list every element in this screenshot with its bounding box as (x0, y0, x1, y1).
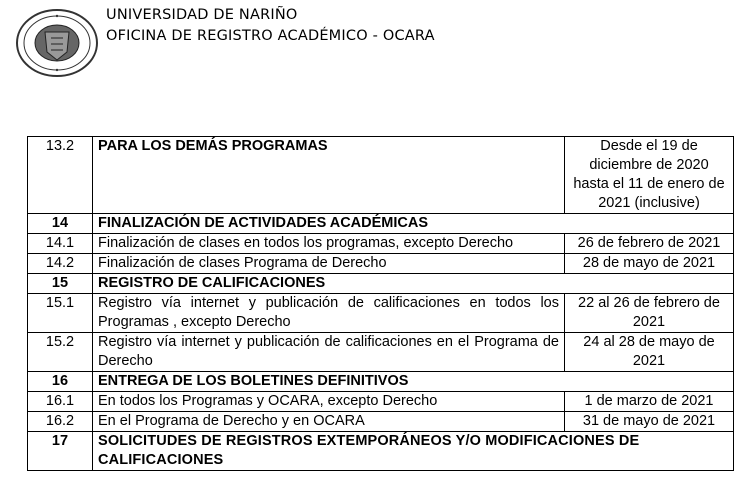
item-number: 16.2 (28, 412, 93, 432)
section-number: 16 (28, 372, 93, 392)
table-row (28, 333, 734, 372)
section-title: FINALIZACIÓN DE ACTIVIDADES ACADÉMICAS (93, 214, 734, 234)
item-number: 15.2 (28, 333, 93, 372)
table-row (28, 294, 734, 333)
item-description (93, 137, 565, 214)
item-description: Finalización de clases Programa de Derecho (93, 254, 565, 274)
section-number: 17 (28, 432, 93, 471)
table-row (28, 392, 734, 412)
academic-calendar-table (27, 136, 734, 471)
item-date: 1 de marzo de 2021 (565, 392, 734, 412)
item-number: 16.1 (28, 392, 93, 412)
item-date: 26 de febrero de 2021 (565, 234, 734, 254)
item-date: 22 al 26 de febrero de 2021 (565, 294, 734, 333)
item-number: 14.2 (28, 254, 93, 274)
item-description: En todos los Programas y OCARA, excepto Derecho (93, 392, 565, 412)
table-row (28, 254, 734, 274)
item-description: En el Programa de Derecho y en OCARA (93, 412, 565, 432)
section-number: 14 (28, 214, 93, 234)
section-title: ENTREGA DE LOS BOLETINES DEFINITIVOS (93, 372, 734, 392)
item-description-text: PARA LOS DEMÁS PROGRAMAS (98, 138, 328, 154)
item-date: 24 al 28 de mayo de 2021 (565, 333, 734, 372)
office-name: OFICINA DE REGISTRO ACADÉMICO - OCARA (106, 28, 435, 44)
section-row (28, 214, 734, 234)
university-name: UNIVERSIDAD DE NARIÑO (106, 7, 298, 23)
item-number: 15.1 (28, 294, 93, 333)
item-number: 13.2 (28, 137, 93, 214)
university-seal-logo (15, 8, 99, 78)
section-title: REGISTRO DE CALIFICACIONES (93, 274, 734, 294)
section-number: 15 (28, 274, 93, 294)
table-row (28, 412, 734, 432)
item-description: Registro vía internet y publicación de calificaciones en el Programa de Derecho (93, 333, 565, 372)
item-date: Desde el 19 de diciembre de 2020 hasta el 11 de enero de 2021 (inclusive) (565, 137, 734, 214)
section-title: SOLICITUDES DE REGISTROS EXTEMPORÁNEOS Y/O MODIFICACIONES DE CALIFICACIONES (93, 432, 734, 471)
section-row (28, 274, 734, 294)
item-date: 28 de mayo de 2021 (565, 254, 734, 274)
section-row (28, 372, 734, 392)
item-date: 31 de mayo de 2021 (565, 412, 734, 432)
item-description: Registro vía internet y publicación de calificaciones en todos los Programas , excepto Derecho (93, 294, 565, 333)
table-row (28, 234, 734, 254)
item-description: Finalización de clases en todos los programas, excepto Derecho (93, 234, 565, 254)
section-row (28, 432, 734, 471)
table-row (28, 137, 734, 214)
item-number: 14.1 (28, 234, 93, 254)
